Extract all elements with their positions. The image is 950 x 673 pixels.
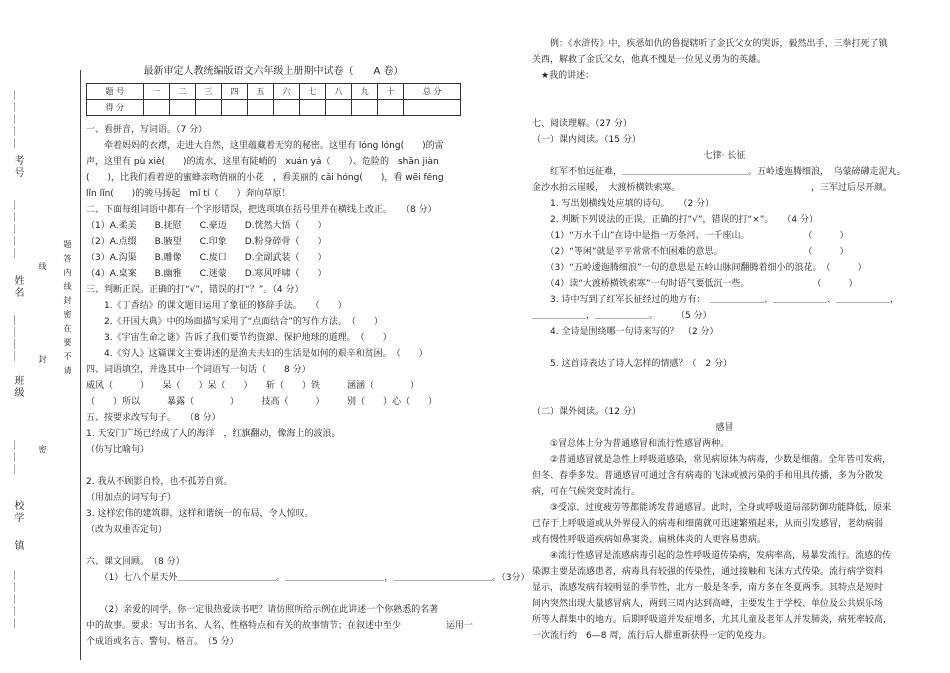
dash-line-5: ＿＿＿＿＿ [12, 570, 23, 630]
question-line: （ ）所以 暴露（ ） 技高（ ） 别（ ）心（ ） [86, 397, 438, 407]
question-line: 三、判断正误。正确的打“√”，错误的打“？”。（4 分） [86, 285, 304, 295]
seal-line-text: 线 [38, 262, 47, 272]
question-line: 1. 写出划横线处应填的诗句。 （2 分） [532, 199, 715, 209]
name-label: 姓名 [12, 275, 23, 299]
question-line: （3）“五岭逶迤腾细浪”一句的意思是五岭山脉间翻腾着细小的浪花。 （ ） [532, 263, 867, 273]
question-line: （改为双重否定句） [86, 525, 168, 535]
question-line: 4.《穷人》这篇课文主要讲述的是渔夫夫妇的生活是如何的艰辛和贫困。 （ ） [86, 349, 428, 359]
question-line: （用加点的词写句子） [86, 493, 177, 503]
question-line: 声，这里有 pù xiè( )的流水，这里有陡峭的 xuán yá（ ）、危险的 shān jiàn [86, 157, 439, 167]
score-header-cell: 总 分 [404, 84, 461, 100]
poem-line: 红军不怕远征难，＿＿＿＿＿＿＿＿＿＿＿＿＿＿。五岭逶迤腾细浪， 乌蒙磅礴走泥丸。 [532, 167, 906, 177]
question-line: 3. 诗中写到了红军长征经过的地方有： ＿＿＿＿＿＿、＿＿＿＿＿＿、＿＿＿＿＿＿， [532, 295, 899, 305]
question-line: （4）读“大渡桥横铁索寒”一句时语气要低沉一些。 （ ） [532, 279, 858, 289]
poem-line: 金沙水拍云崖暖， 大渡桥横铁索寒。 ，三军过后尽开颜。 [532, 183, 893, 193]
question-line [86, 586, 461, 602]
dash-line-4: ＿＿＿ [12, 440, 23, 476]
question-line: 3.《宇宙生命之谜》告诉了我们要节约资源、保护地球的道理。 （ ） [86, 333, 392, 343]
question-line: （2）“等闲”就是平平常常不怕困难的意思。 （ ） [532, 247, 849, 257]
dash-line-3: ＿＿＿＿ [12, 315, 23, 363]
question-line: 个成语或名言、警句、格言。 （5 分） [86, 637, 239, 647]
article-paragraph-line: 间内突然出现大量感冒病人，两到三周内达到高峰，主要发生于学校、单位及公共娱乐场 [532, 599, 884, 609]
score-header-cell: 四 [221, 84, 247, 100]
score-cell[interactable] [300, 100, 326, 116]
score-cell[interactable] [195, 100, 221, 116]
article-paragraph-line: 所等人群集中的地方。后期呼吸道并发症增多，尤其儿童及老年人并发肺炎，病死率较高， [532, 615, 893, 625]
question-line: 四、词语填空，并选其中一个词语写一句话（ 8 分） [86, 365, 311, 375]
seal-mi-text: 密 [38, 445, 47, 455]
score-header-cell: 一 [143, 84, 169, 100]
question-line: 2.《开国大典》中的场面描写采用了“点面结合”的写作方法。 （ ） [86, 317, 383, 327]
score-header-cell: 二 [169, 84, 195, 100]
school-label: 校学 [12, 500, 23, 524]
poem-title: 七律· 长征 [703, 151, 746, 161]
question-line [532, 84, 917, 100]
question-line: 1. 天安门广场已经成了人的海洋 ，红旗翻动，像海上的波浪。 [86, 429, 341, 439]
question-line: （一）课内阅读。（15 分） [532, 135, 641, 145]
article-paragraph-line: ③受凉、过度疲劳等都能诱发普通感冒。此时，全身或呼吸道局部防御功能降低，原来 [532, 503, 892, 513]
left-page [86, 62, 530, 672]
score-row-label: 得 分 [87, 100, 144, 116]
score-cell[interactable] [247, 100, 273, 116]
binding-line [80, 70, 81, 660]
score-cell[interactable] [143, 100, 169, 116]
score-table [86, 83, 461, 116]
article-title: 感冒 [715, 423, 734, 433]
score-cell[interactable] [326, 100, 352, 116]
question-line: （3）A.沟渠 B.雕像 C.废口 D.全副武装（ ） [86, 253, 327, 263]
score-header-cell: 九 [352, 84, 378, 100]
right-intro [532, 36, 917, 148]
question-line: 二、下面每组词语中都有一个字形错误，把选项填在括号里并在横线上改正。 （8 分） [86, 205, 437, 215]
score-header-row [87, 84, 461, 100]
question-line: 2. 判断下列说法的正误，正确的打“√”，错误的打“×”。 （4 分） [532, 215, 818, 225]
score-header-cell: 十 [378, 84, 404, 100]
article-paragraph-line: 显示，流感发病有较明显的季节性，北方一般是冬季，南方多在冬夏两季。其特点是短时 [532, 583, 884, 593]
question-line: ＿＿＿＿＿＿，＿＿＿＿＿＿。 （5 分） [532, 311, 712, 321]
score-cell[interactable] [378, 100, 404, 116]
question-line: 5. 这首诗表达了诗人怎样的情感？（ 2 分） [532, 359, 733, 369]
score-cell[interactable] [404, 100, 461, 116]
article-paragraph-line: 已存于上呼吸道或从外界侵入的病毒和细菌就可迅速繁殖起来，从而引发感冒，老幼病弱 [532, 519, 884, 529]
question-line: 六、课文回顾。 （8 分） [86, 557, 185, 567]
seal-inner-text: 题答内线封密在要不请 [63, 240, 72, 380]
article-paragraph-line: 但冬、春季多发。普通感冒可通过含有病毒的飞沫或被污染的手和用具传播，多为分散发 [532, 471, 884, 481]
article-body [532, 436, 917, 644]
question-line: 五、按要求改写句子。 （8 分） [86, 413, 221, 423]
question-line: 1.《丁香结》的课文题目运用了象征的修辞手法。 （ ） [86, 301, 347, 311]
question-line: （1）七八个星天外＿＿＿＿＿＿＿＿＿＿＿。＿＿＿＿＿＿＿＿＿＿＿，＿＿＿＿＿＿＿＿＿＿＿。（3分） [86, 573, 530, 583]
question-line: lǐn lǐn( )的骏马扬起 mǐ tí（ ）奔向草原！ [86, 189, 291, 199]
question-line: （2）亲爱的同学，你一定很热爱读书吧？请仿照所给示例在此讲述一个你熟悉的名著 [86, 605, 439, 615]
question-line: （2）A.点缀 B.腋望 C.印象 D.粉身碎骨（ ） [86, 237, 327, 247]
poem-body [532, 164, 917, 196]
score-header-cell: 六 [273, 84, 299, 100]
question-line: （1）A.柔美 B.抚慰 C.豪迈 D.恍然大悟（ ） [86, 221, 327, 231]
score-cell[interactable] [273, 100, 299, 116]
question-line: ( )，比我们看着逆的蜜蜂亲吻俏丽的小花 ，看美丽的 cǎi hóng( )，看 wēi fēng [86, 173, 444, 183]
question-line [532, 372, 917, 388]
score-header-cell: 三 [195, 84, 221, 100]
dash-line-2: ＿＿＿＿＿ [12, 200, 23, 260]
exam-no-label: 考号 [12, 155, 23, 179]
question-line: 4. 全诗是围绕哪一句诗来写的？ （2 分） [532, 327, 719, 337]
article-paragraph-line: ①冒总体上分为普通感冒和流行性感冒两种。 [532, 439, 730, 449]
question-line: 关西，解救了金氏父女，他真不愧是一位见义勇为的英雄。 [532, 55, 767, 65]
article-paragraph-line: ②普通感冒就是急性上呼吸道感染，常见病原体为病毒，少数是细菌。全年皆可发病， [532, 455, 892, 465]
question-line: 牵着妈妈的衣襟，走进大自然，这里蕴藏着无穷的秘密。这里有 lóng lóng( )的雷 [86, 141, 444, 151]
town-label: 镇 [12, 540, 23, 552]
question-line [532, 100, 917, 116]
question-line [532, 388, 917, 404]
question-line: ★我的讲述： [532, 71, 595, 81]
score-header-cell: 七 [300, 84, 326, 100]
exam-title: 最新审定人教统编版语文六年级上册期中试卷（ A 卷） [143, 66, 404, 77]
question-line: （4）A.桌案 B.幽雅 C.迷蒙 D.寒风呼啸（ ） [86, 269, 327, 279]
question-line: （仿写比喻句） [86, 445, 150, 455]
question-line: （二）课外阅读。（12 分） [532, 407, 641, 417]
right-page [532, 36, 917, 666]
question-line: 3. 这样宏伟的建筑群，这样和谐统一的布局，令人惊叹。 [86, 509, 314, 519]
score-value-row [87, 100, 461, 116]
dash-line-1: ＿＿＿＿＿ [12, 90, 23, 150]
left-content [86, 122, 530, 650]
question-line [532, 340, 917, 356]
score-cell[interactable] [221, 100, 247, 116]
score-cell[interactable] [169, 100, 195, 116]
question-line: 2. 我从不顾影自怜，也不孤芳自赏。 [86, 477, 233, 487]
question-line [86, 458, 461, 474]
question-line: 中的故事。要求：写出书名、人名、性格特点和有关的故事情节；在叙述中至少 运用一 [86, 621, 474, 631]
question-line: 例：《水浒传》中，疾恶如仇的鲁提辖听了金氏父女的哭诉，毅然出手、三拳打死了镇 [532, 39, 888, 49]
score-header-cell: 五 [247, 84, 273, 100]
seal-feng-text: 封 [38, 355, 47, 365]
article-paragraph-line: 一次流行约 6—8 周，流行后人群重新获得一定的免疫力。 [532, 631, 772, 641]
question-line: 一、看拼音，写词语。（7 分） [86, 125, 208, 135]
article-paragraph-line: 染源主要是流感患者，病毒具有较强的传染性，通过接触和飞沫方式传染。流行病学资料 [532, 567, 884, 577]
question-line [86, 538, 461, 554]
article-paragraph-line: ④流行性感冒是流感病毒引起的急性呼吸道传染病，发病率高，易暴发流行。流感的传 [532, 551, 892, 561]
question-line: （1）“万水千山”在诗中是指一万条河、一千座山。 （ ） [532, 231, 849, 241]
score-header-cell: 题 号 [87, 84, 144, 100]
score-header-cell: 八 [326, 84, 352, 100]
poem-questions [532, 196, 917, 420]
question-line: 七、阅读理解。（27 分） [532, 119, 632, 129]
class-label: 班级 [12, 375, 23, 399]
article-paragraph-line: 病，可在气候突变时流行。 [532, 487, 641, 497]
article-paragraph-line: 或有慢性呼吸道疾病如鼻窦炎、扁桃体炎的人更容易患病。 [532, 535, 767, 545]
score-cell[interactable] [352, 100, 378, 116]
question-line: 威风（ ） 呆（ ）呆（ ） 斩（ ）铁 涵涵（ ） [86, 381, 420, 391]
